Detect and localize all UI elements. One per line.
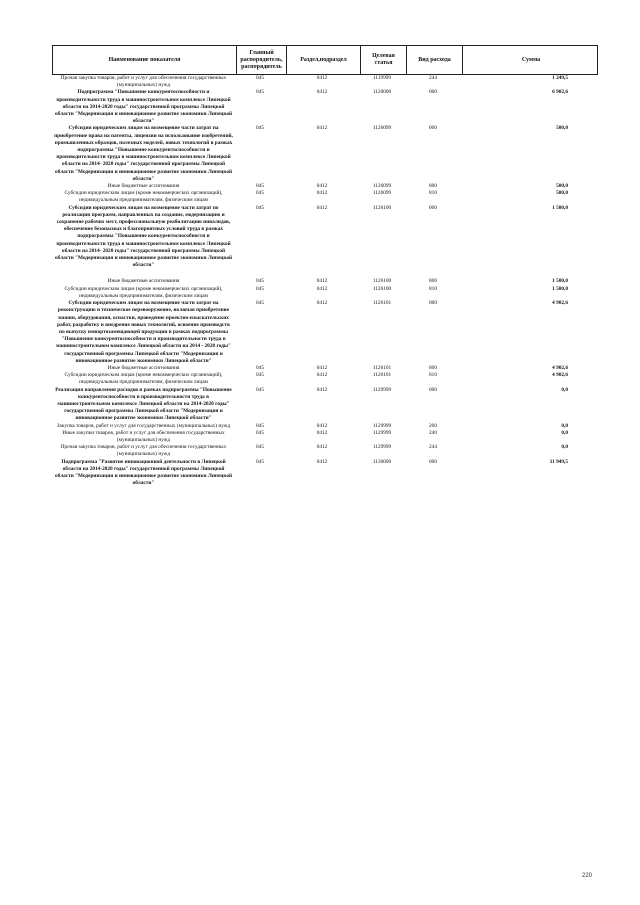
row-target-article: 1126100 [372,285,392,292]
row-target-article: 1119999 [372,75,392,81]
row-name: Закупка товаров, работ и услуг для государственных (муниципальных) нужд [56,422,231,429]
row-name: Прочая закупка товаров, работ и услуг для обеспечения государственных (муниципальных) нужд [60,75,227,89]
row-target-article: 1130000 [372,458,392,465]
row-main-manager: 045 [256,422,264,429]
row-expense-type: 000 [429,386,437,393]
row-main-manager: 045 [256,89,264,96]
row-main-manager: 045 [256,300,264,307]
table-row [52,286,598,300]
table-row [52,190,598,204]
row-expense-type: 000 [429,458,437,465]
row-main-manager: 045 [256,204,264,211]
header-sum: Сумма [462,46,599,74]
table-row [52,372,598,386]
table-row [52,387,598,423]
row-sum: 4 902,6 [552,364,568,371]
row-main-manager: 045 [256,125,264,132]
row-main-manager: 045 [256,75,264,81]
header-name: Наименование показателя [108,56,181,63]
row-main-manager: 045 [256,386,264,393]
row-sum: 1 500,0 [552,278,568,285]
table-row [52,205,598,270]
row-target-article: 1129999 [372,429,392,436]
row-sum: 0,0 [561,429,568,436]
row-target-article: 1129999 [372,386,392,393]
row-target-article: 1120000 [372,89,392,96]
table-row [52,430,598,444]
table-row [52,75,598,89]
row-name: Субсидии юридическим лицам (кроме некоммерческих организаций), индивидуальным предпринимателям, физическим лицам [64,190,223,204]
row-sum: 500,0 [556,183,568,190]
table-body [52,75,598,487]
table-row [52,278,598,285]
row-target-article: 1126099 [372,183,392,190]
row-expense-type: 000 [429,300,437,307]
row-sum: 1 500,0 [552,285,568,292]
row-target-article: 1126099 [372,125,392,132]
row-expense-type: 244 [429,75,437,81]
row-expense-type: 200 [429,422,437,429]
row-main-manager: 045 [256,458,264,465]
row-expense-type: 000 [429,125,437,132]
row-expense-type: 800 [429,364,437,371]
row-section: 0412 [316,204,328,211]
page-number: 220 [582,873,593,879]
row-main-manager: 045 [256,364,264,371]
row-expense-type: 810 [429,285,437,292]
row-sum: 1 500,0 [552,204,568,211]
table-header [52,45,598,75]
row-main-manager: 045 [256,285,264,292]
row-main-manager: 045 [256,372,264,379]
row-sum: 500,0 [556,125,568,132]
table-row [52,300,598,365]
row-section: 0412 [316,458,328,465]
row-section: 0412 [316,278,328,285]
row-name: Субсидии юридическим лицам на возмещение части затрат по реализации программ, направленных на создание, модернизацию и сохранение рабочих мест, профессиональную реабилитацию инвалидов, обеспечение безопасных и благоприятных условий труда в рамках подпрограммы "Повышение конкурентоспособности и производительности труда в машиностроительном комплексе Липецкой области на 2014- 2020 годы" государственной программы Липецкой области "Модернизация и инновационное развитие экономики Липецкой области" [54,204,233,269]
row-section: 0412 [316,422,328,429]
row-name: Иные бюджетные ассигнования [107,278,180,285]
row-main-manager: 045 [256,429,264,436]
row-sum: 500,0 [556,190,568,197]
row-section: 0412 [316,386,328,393]
row-section: 0412 [316,89,328,96]
row-expense-type: 810 [429,190,437,197]
row-target-article: 1126099 [372,190,392,197]
row-target-article: 1129999 [372,444,392,451]
row-expense-type: 000 [429,204,437,211]
row-name: Подпрограмма "Повышение конкурентоспособности и производительности труда в машиностроительном комплексе Липецкой области на 2014-2020 годы" государственной программы Липецкой области "Модернизация и инновационное развитие экономики Липецкой области" [54,89,233,125]
row-name: Прочая закупка товаров, работ и услуг для обеспечения государственных (муниципальных) нужд [60,444,227,458]
row-section: 0412 [316,75,328,81]
row-target-article: 1126100 [372,204,392,211]
row-sum: 11 949,5 [549,458,568,465]
header-expense-type: Вид расхода [406,46,462,74]
row-expense-type: 000 [429,89,437,96]
table-row [52,423,598,430]
row-target-article: 1126101 [372,300,392,307]
row-expense-type: 244 [429,444,437,451]
row-name: Иные бюджетные ассигнования [107,183,180,190]
header-section: Раздел,подраздел [286,46,360,74]
row-sum: 1 249,5 [552,75,568,81]
row-target-article: 1126100 [372,278,392,285]
row-sum: 0,0 [561,444,568,451]
row-expense-type: 800 [429,278,437,285]
budget-table [52,45,598,487]
row-name: Субсидии юридическим лицам на возмещение части затрат на реконструкцию и техническое перевооружение, включая приобретение машин, оборудования, оснастки, проведение проектно-изыскательских работ, разработку и внедрение новых технологий, освоение производств по выпуску импортозамещающей продукции в рамках подпрограммы "Повышение конкурентоспособности и производительности труда в машиностроительном комплексе Липецкой области на 2014 - 2020 годы" государственной программы Липецкой области "Модернизация и инновационное развитие экономики Липецкой области" [56,300,231,364]
table-row [52,125,598,183]
table-row [52,444,598,458]
row-main-manager: 045 [256,183,264,190]
row-section: 0412 [316,300,328,307]
row-section: 0412 [316,372,328,379]
row-main-manager: 045 [256,444,264,451]
row-target-article: 1129999 [372,422,392,429]
row-section: 0412 [316,190,328,197]
row-sum: 4 902,6 [552,300,568,307]
row-name: Субсидии юридическим лицам (кроме некоммерческих организаций), индивидуальным предпринимателям, физическим лицам [64,372,223,386]
row-sum: 4 902,6 [552,372,568,379]
row-target-article: 1126101 [372,364,392,371]
row-name: Субсидии юридическим лицам на возмещение части затрат на приобретение права на патенты, лицензии на использование изобретений, промышленных образцов, полезных моделей, новых технологий в рамках подпрограммы "Повышение конкурентоспособности и производительности труда в машиностроительном комплексе Липецкой области на 2014- 2020 годы" государственной программы Липецкой области "Модернизация и инновационное развитие экономики Липецкой области" [54,125,233,182]
row-expense-type: 240 [429,429,437,436]
row-main-manager: 045 [256,190,264,197]
row-section: 0412 [316,285,328,292]
row-section: 0412 [316,444,328,451]
row-name: Иные закупки товаров, работ и услуг для обеспечения государственных (муниципальных) нужд [62,429,225,443]
header-main-manager: Главный распорядитель, распорядитель [236,46,286,74]
row-sum: 6 902,6 [552,89,568,96]
row-name: Реализация направления расходов в рамках подпрограммы "Повышение конкурентоспособности и производительности труда в машиностроительном комплексе Липецкой области на 2014-2020 годы" государственной программы Липецкой области "Модернизация и инновационное развитие экономики Липецкой области" [55,386,232,422]
row-name: Подпрограмма "Развитие инновационной деятельности в Липецкой области на 2014-2020 годы" государственной программы Липецкой области "Модернизация и инновационное развитие экономики Липецкой области" [54,458,233,487]
row-expense-type: 810 [429,372,437,379]
row-section: 0412 [316,364,328,371]
row-name: Субсидии юридическим лицам (кроме некоммерческих организаций), индивидуальным предпринимателям, физическим лицам [64,285,223,299]
table-row [52,459,598,488]
header-target-article: Целевая статья [360,46,406,74]
row-section: 0412 [316,429,328,436]
row-sum: 0,0 [561,386,568,393]
row-expense-type: 800 [429,183,437,190]
row-target-article: 1126101 [372,372,392,379]
row-main-manager: 045 [256,278,264,285]
row-sum: 0,0 [561,422,568,429]
table-row [52,89,598,125]
row-name: Иные бюджетные ассигнования [107,364,180,371]
row-section: 0412 [316,183,328,190]
row-section: 0412 [316,125,328,132]
